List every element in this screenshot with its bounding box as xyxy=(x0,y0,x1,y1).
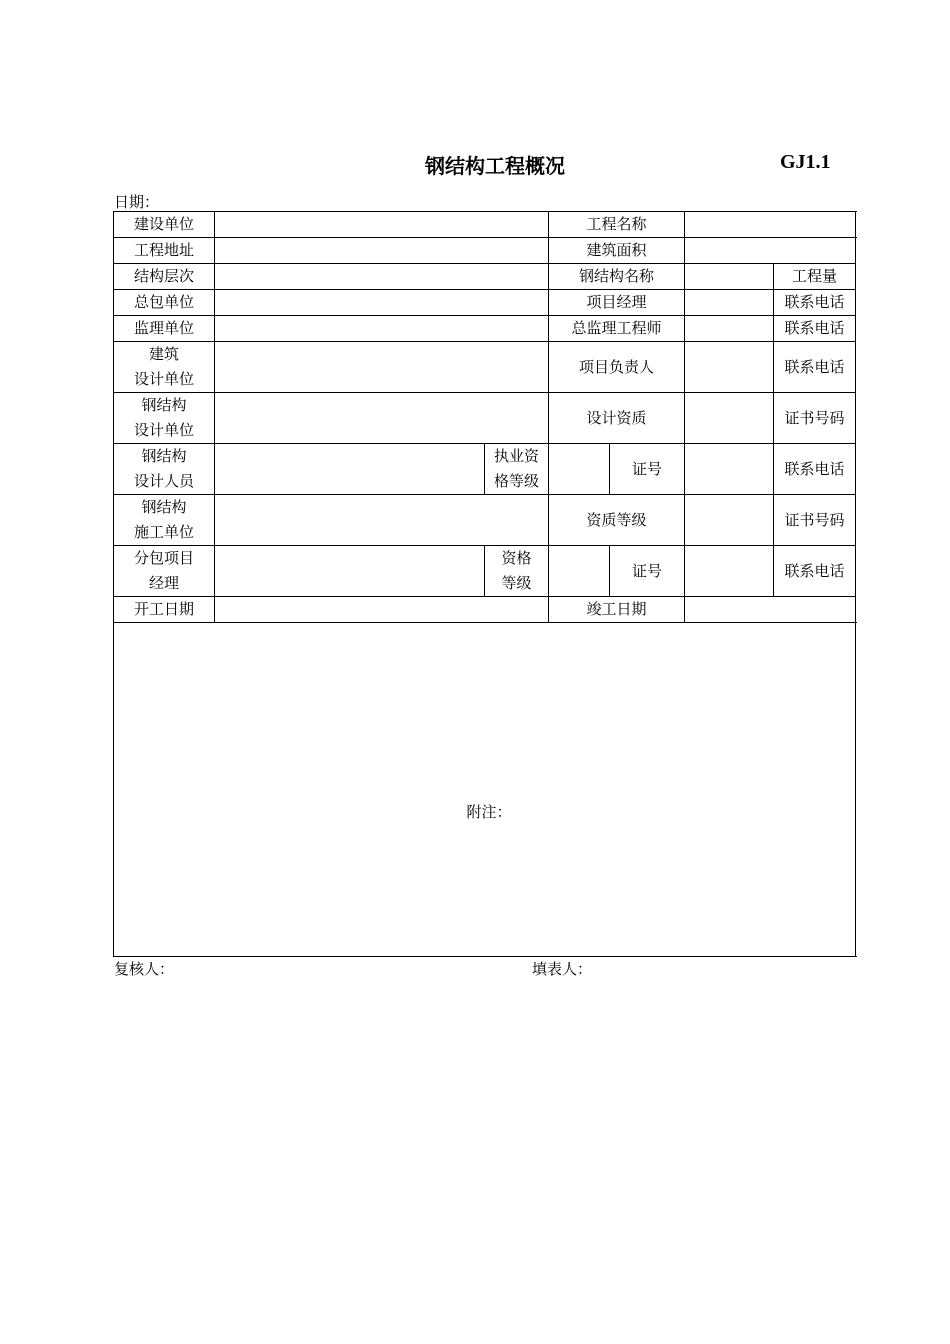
value-project-manager[interactable] xyxy=(685,290,774,316)
table-row xyxy=(114,264,856,290)
document-title: 钢结构工程概况 xyxy=(425,154,565,178)
label-line: 钢结构 xyxy=(141,447,187,465)
table-row xyxy=(114,546,856,597)
label-project-leader: 项目负责人 xyxy=(549,342,685,393)
reviewer-label: 复核人： xyxy=(114,960,175,978)
label-line: 经理 xyxy=(148,574,179,592)
label-line: 格等级 xyxy=(494,472,540,490)
label-project-name: 工程名称 xyxy=(549,212,685,238)
label-building-area: 建筑面积 xyxy=(549,238,685,264)
label-qualification-grade: 资质等级 xyxy=(549,495,685,546)
label-line: 建筑 xyxy=(148,345,179,363)
label-practice-qualification-grade xyxy=(485,444,549,495)
table-row xyxy=(114,623,856,957)
label-line: 钢结构 xyxy=(141,498,187,516)
filler-label: 填表人： xyxy=(532,960,593,978)
label-qualification-level xyxy=(485,546,549,597)
label-project-manager: 项目经理 xyxy=(549,290,685,316)
label-line: 施工单位 xyxy=(133,523,194,541)
value-supervision-unit[interactable] xyxy=(215,316,549,342)
label-start-date: 开工日期 xyxy=(114,597,215,623)
value-construction-unit[interactable] xyxy=(215,212,549,238)
label-steel-designer xyxy=(114,444,215,495)
label-contact-phone: 联系电话 xyxy=(774,316,856,342)
value-steel-construction-unit[interactable] xyxy=(215,495,549,546)
label-architectural-design-unit xyxy=(114,342,215,393)
table-row xyxy=(114,495,856,546)
table-row xyxy=(114,597,856,623)
table-row xyxy=(114,342,856,393)
label-contact-phone: 联系电话 xyxy=(774,546,856,597)
label-work-quantity: 工程量 xyxy=(774,264,856,290)
table-row xyxy=(114,212,856,238)
value-architectural-design-unit[interactable] xyxy=(215,342,549,393)
table-row xyxy=(114,290,856,316)
notes-area[interactable] xyxy=(114,623,856,957)
label-certificate-no: 证号 xyxy=(610,546,685,597)
date-label: 日期： xyxy=(114,193,160,211)
value-project-address[interactable] xyxy=(215,238,549,264)
label-contact-phone: 联系电话 xyxy=(774,290,856,316)
notes-label: 附注： xyxy=(466,802,512,821)
label-line: 资格 xyxy=(501,549,532,567)
label-steel-design-unit xyxy=(114,393,215,444)
label-contact-phone: 联系电话 xyxy=(774,342,856,393)
value-steel-design-unit[interactable] xyxy=(215,393,549,444)
label-design-qualification: 设计资质 xyxy=(549,393,685,444)
label-line: 钢结构 xyxy=(141,396,187,414)
label-general-contractor: 总包单位 xyxy=(114,290,215,316)
form-code: GJ1.1 xyxy=(780,151,831,173)
label-line: 等级 xyxy=(501,574,532,592)
value-structure-levels[interactable] xyxy=(215,264,549,290)
label-steel-structure-name: 钢结构名称 xyxy=(549,264,685,290)
label-line: 设计单位 xyxy=(133,370,194,388)
value-qualification-level[interactable] xyxy=(549,546,610,597)
label-chief-supervisor: 总监理工程师 xyxy=(549,316,685,342)
value-certificate-no[interactable] xyxy=(685,444,774,495)
value-subcontract-manager[interactable] xyxy=(215,546,485,597)
value-qualification-grade[interactable] xyxy=(685,495,774,546)
label-line: 设计人员 xyxy=(133,472,194,490)
table-row xyxy=(114,316,856,342)
project-overview-table xyxy=(113,211,856,957)
value-building-area[interactable] xyxy=(685,238,856,264)
label-subcontract-manager xyxy=(114,546,215,597)
label-project-address: 工程地址 xyxy=(114,238,215,264)
value-project-leader[interactable] xyxy=(685,342,774,393)
label-contact-phone: 联系电话 xyxy=(774,444,856,495)
value-general-contractor[interactable] xyxy=(215,290,549,316)
value-practice-qualification-grade[interactable] xyxy=(549,444,610,495)
table-row xyxy=(114,393,856,444)
table-row xyxy=(114,238,856,264)
value-completion-date[interactable] xyxy=(685,597,856,623)
label-structure-levels: 结构层次 xyxy=(114,264,215,290)
label-steel-construction-unit xyxy=(114,495,215,546)
value-steel-structure-name[interactable] xyxy=(685,264,774,290)
label-certificate-no: 证号 xyxy=(610,444,685,495)
label-line: 执业资 xyxy=(494,447,540,465)
label-supervision-unit: 监理单位 xyxy=(114,316,215,342)
label-certificate-number: 证书号码 xyxy=(774,393,856,444)
label-line: 分包项目 xyxy=(133,549,194,567)
table-row xyxy=(114,444,856,495)
value-steel-designer[interactable] xyxy=(215,444,485,495)
value-start-date[interactable] xyxy=(215,597,549,623)
value-project-name[interactable] xyxy=(685,212,856,238)
label-certificate-number: 证书号码 xyxy=(774,495,856,546)
label-line: 设计单位 xyxy=(133,421,194,439)
value-certificate-no[interactable] xyxy=(685,546,774,597)
label-completion-date: 竣工日期 xyxy=(549,597,685,623)
value-design-qualification[interactable] xyxy=(685,393,774,444)
value-chief-supervisor[interactable] xyxy=(685,316,774,342)
label-construction-unit: 建设单位 xyxy=(114,212,215,238)
